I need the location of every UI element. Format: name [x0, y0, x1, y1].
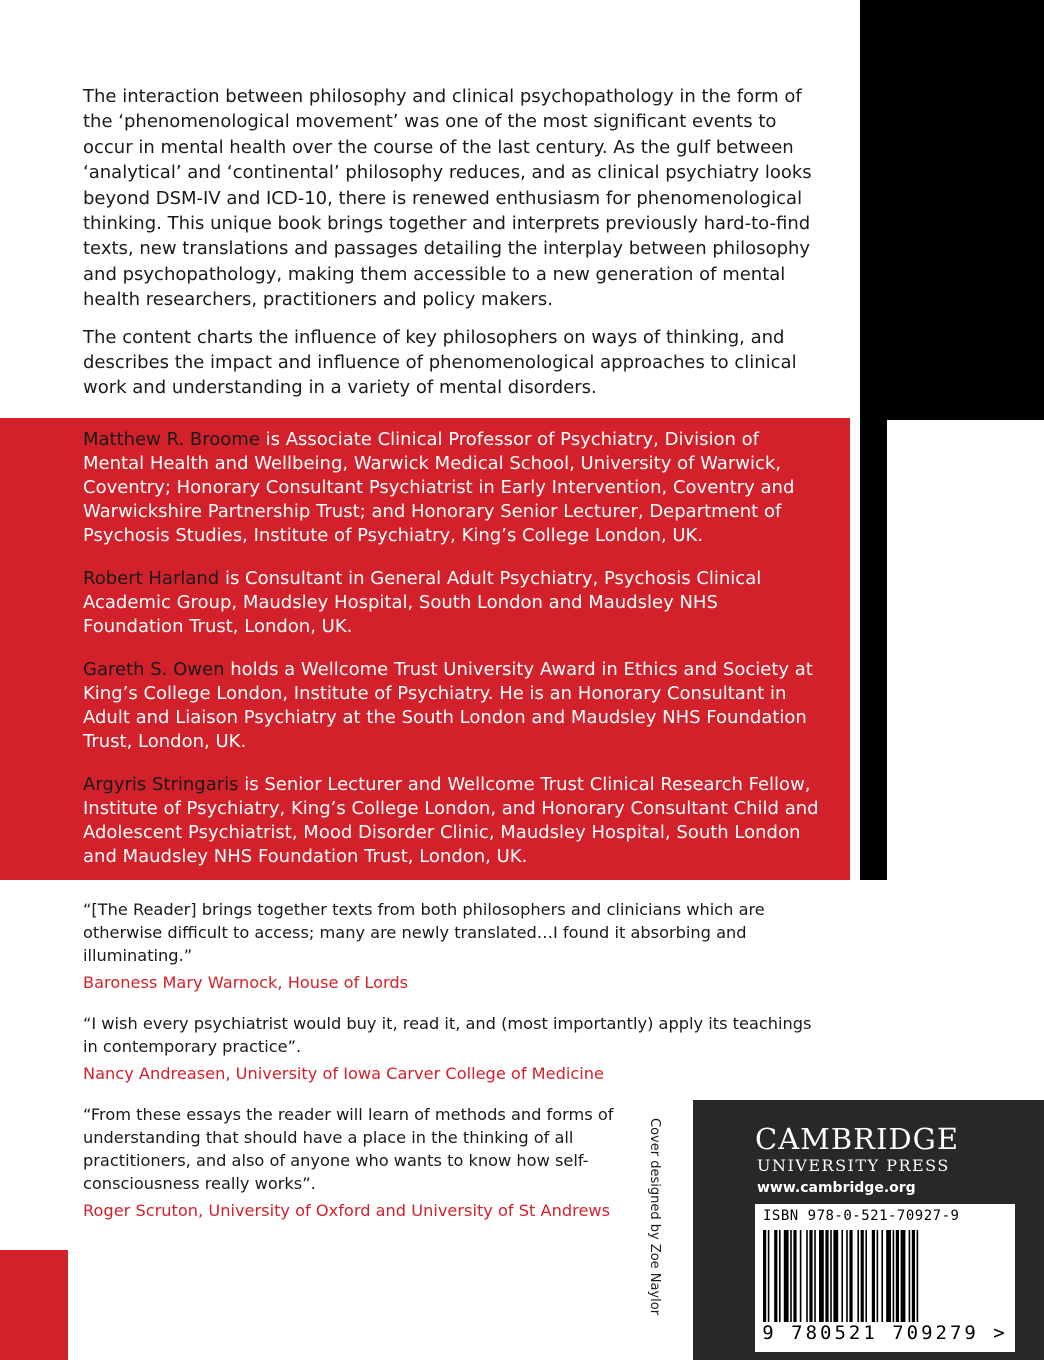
editor-bio-text-1: is Associate Clinical Professor of Psychiatry, Division of Mental Health and Wellbeing, Warwick Medical School, University of Warwick, Coventry; Honorary Consultant Psychiatrist in Early Intervention, Coventry and Warwickshire Partnership Trust; and Honorary Senior Lecturer, Department of Psychosis Studies, Institute of Psychiatry, King’s College London, UK.: [83, 429, 795, 546]
barcode-digits: 9 780521 709279 >: [762, 1322, 1008, 1344]
cover-credit: [640, 1118, 670, 1316]
endorsement-3: [83, 1103, 643, 1222]
editor-bio-1: [83, 428, 823, 548]
editor-bio-4: [83, 773, 823, 869]
editor-bio-2: [83, 567, 823, 639]
cover-credit-text: Cover designed by Zoe Naylor: [647, 1118, 662, 1316]
barcode-icon: [761, 1230, 1009, 1322]
barcode-box: [755, 1204, 1015, 1352]
endorsement-text-3: “From these essays the reader will learn of methods and forms of understanding that should have a place in the thinking of all practitioners, and also of anyone who wants to know how self-consciousness really works”.: [83, 1105, 614, 1193]
publisher-logo-name: CAMBRIDGE: [755, 1122, 960, 1156]
editor-name-4: Argyris Stringaris: [83, 774, 239, 795]
book-description: [83, 84, 823, 413]
endorsement-attribution-1: Baroness Mary Warnock, House of Lords: [83, 973, 409, 992]
red-corner-block: [0, 1250, 68, 1360]
editor-name-1: Matthew R. Broome: [83, 429, 260, 450]
isbn-label: ISBN 978-0-521-70927-9: [763, 1208, 960, 1224]
black-bar-top: [860, 0, 1044, 420]
description-paragraph-1: The interaction between philosophy and clinical psychopathology in the form of the ‘phenomenological movement’ was one of the most significant events to occur in mental health over the course of the last century. As the gulf between ‘analytical’ and ‘continental’ philosophy reduces, and as clinical psychiatry looks beyond DSM-IV and ICD-10, there is renewed enthusiasm for phenomenological thinking. This unique book brings together and interprets previously hard-to-find texts, new translations and passages detailing the interplay between philosophy and psychopathology, making them accessible to a new generation of mental health researchers, practitioners and policy makers.: [83, 86, 812, 311]
editor-bio-text-4: is Senior Lecturer and Wellcome Trust Clinical Research Fellow, Institute of Psychiatry, King’s College London, and Honorary Consultant Child and Adolescent Psychiatrist, Mood Disorder Clinic, Maudsley Hospital, South London and Maudsley NHS Foundation Trust, London, UK.: [83, 774, 819, 867]
endorsement-attribution-3: Roger Scruton, University of Oxford and University of St Andrews: [83, 1201, 611, 1220]
editor-name-2: Robert Harland: [83, 568, 220, 589]
publisher-logo-press: UNIVERSITY PRESS: [757, 1156, 950, 1175]
endorsement-text-2: “I wish every psychiatrist would buy it, read it, and (most importantly) apply its teachings in contemporary practice”.: [83, 1014, 812, 1056]
editor-name-3: Gareth S. Owen: [83, 659, 225, 680]
endorsement-2: [83, 1012, 823, 1085]
editor-bio-3: [83, 658, 823, 754]
endorsement-1: [83, 898, 823, 994]
publisher-url: www.cambridge.org: [757, 1180, 916, 1196]
endorsement-attribution-2: Nancy Andreasen, University of Iowa Carver College of Medicine: [83, 1064, 604, 1083]
editor-bio-text-3: holds a Wellcome Trust University Award in Ethics and Society at King’s College London, Institute of Psychiatry. He is an Honorary Consultant in Adult and Liaison Psychiatry at the South London and Maudsley NHS Foundation Trust, London, UK.: [83, 659, 813, 752]
editor-bios: [83, 428, 823, 888]
endorsement-text-1: “[The Reader] brings together texts from both philosophers and clinicians which are otherwise difficult to access; many are newly translated…I found it absorbing and illuminating.”: [83, 900, 765, 965]
editor-bio-text-2: is Consultant in General Adult Psychiatry, Psychosis Clinical Academic Group, Maudsley Hospital, South London and Maudsley NHS Foundation Trust, London, UK.: [83, 568, 762, 637]
black-bar-right: [860, 420, 887, 880]
description-paragraph-2: The content charts the influence of key philosophers on ways of thinking, and describes the impact and influence of phenomenological approaches to clinical work and understanding in a variety of mental disorders.: [83, 326, 797, 399]
publisher-block: [693, 1100, 1044, 1360]
